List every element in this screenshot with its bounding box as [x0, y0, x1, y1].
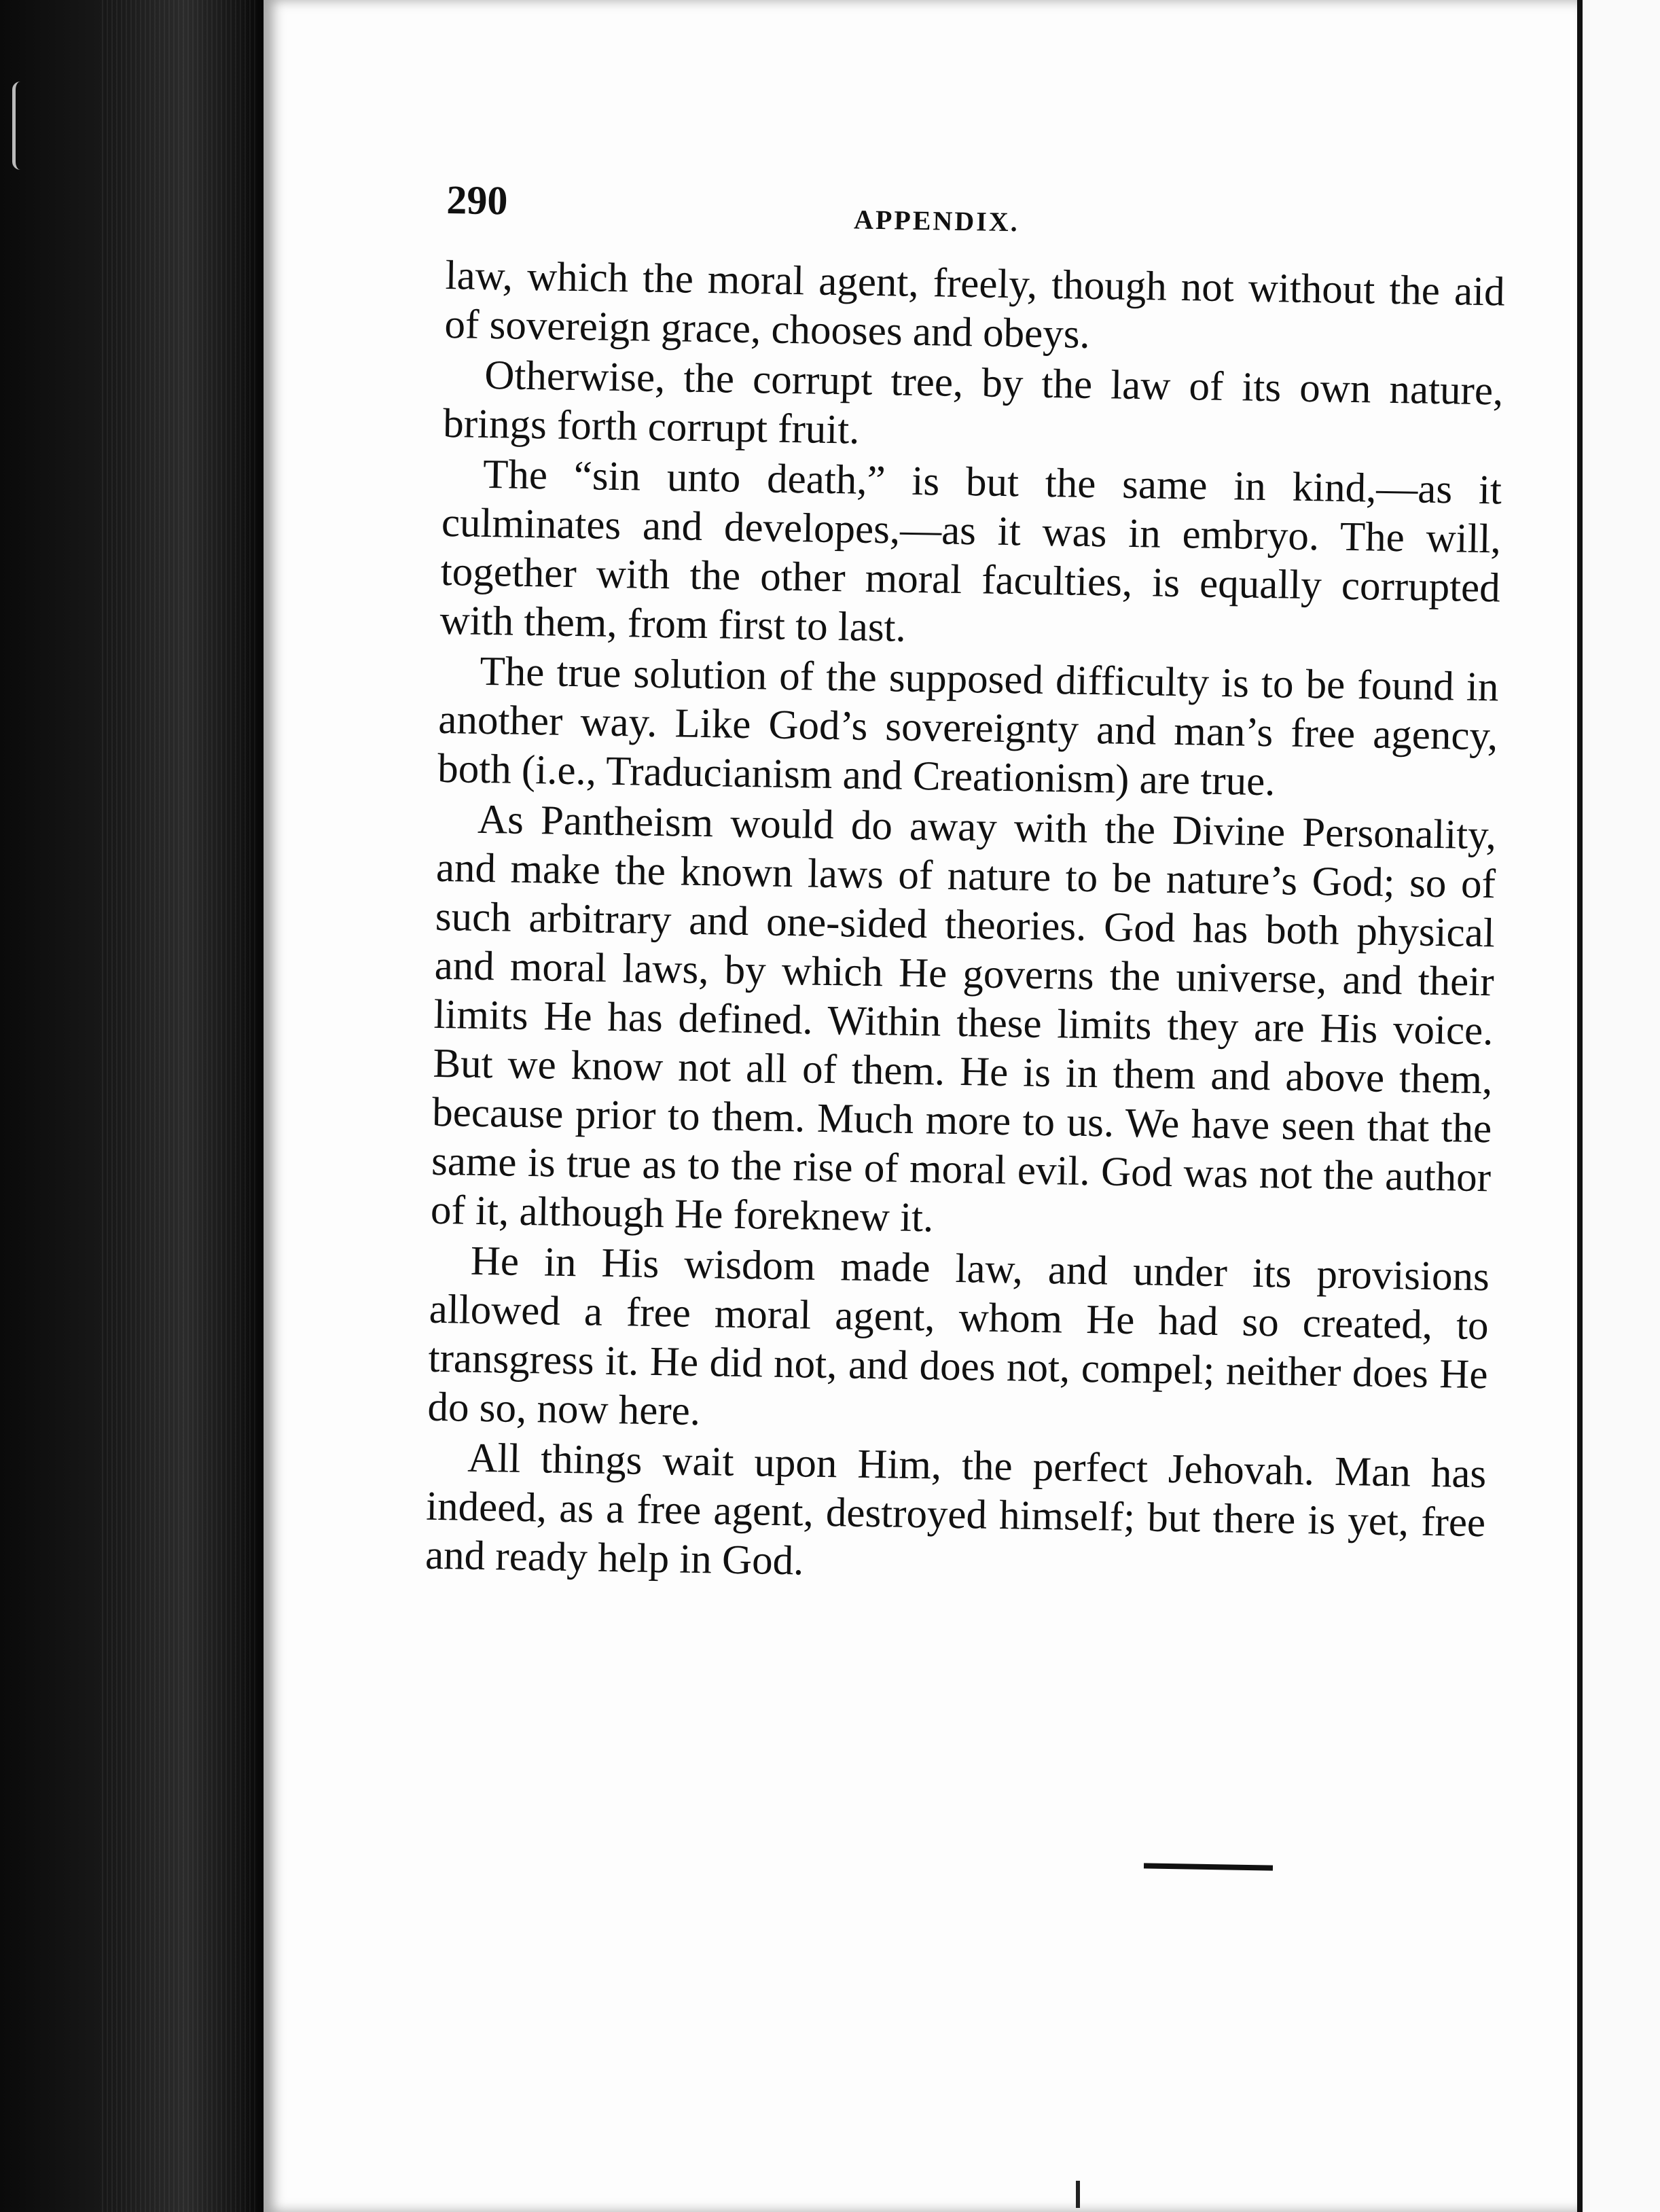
paragraph: All things wait upon Him, the perfect Jehovah. Man has indeed, as a free agent, destroyed himself; but there is yet, free and ready help in God. — [425, 1435, 1487, 1584]
binding-mark — [12, 82, 22, 170]
section-end-rule — [1144, 1863, 1273, 1870]
page-edges-texture — [102, 0, 258, 2212]
running-head-title: APPENDIX. — [853, 204, 1020, 238]
paragraph: law, which the moral agent, freely, though not without the aid of sovereign grace, chooses and obeys. — [444, 252, 1506, 357]
paragraph: The true solution of the supposed difficulty is to be found in another way. Like God’s sovereignty and man’s free agency, both (i.e., Traducianism and Creationism) are true. — [437, 648, 1499, 805]
paragraph: As Pantheism would do away with the Divine Personality, and make the known laws of nature to be nature’s God; so of such arbitrary and one-sided theories. God has both physical and moral laws, by which He governs the universe, and their limits He has defined. Within these limits they are His voice. But we know not all of them. He is in them and above them, because prior to them. Much more to us. We have seen that the same is true as to the rise of moral evil. God was not the author of it, although He foreknew it. — [430, 796, 1497, 1241]
book-edge — [0, 0, 265, 2212]
paragraph: The “sin unto death,” is but the same in kind,—as it culminates and developes,—as it was in embryo. The will, together with the other moral faculties, is equally corrupted with them, from first to last. — [439, 451, 1502, 651]
paragraph: He in His wisdom made law, and under its provisions allowed a free moral agent, whom He had so created, to transgress it. He did not, and does not, compel; neither does He do so, now here. — [427, 1238, 1490, 1435]
paragraph: Otherwise, the corrupt tree, by the law of its own nature, brings forth corrupt fruit. — [442, 352, 1504, 453]
book-page — [264, 0, 1577, 2212]
page-number: 290 — [446, 177, 508, 224]
text-block — [425, 177, 1506, 1596]
scan-mark — [1076, 2181, 1080, 2208]
facing-page-edge — [1577, 0, 1660, 2212]
